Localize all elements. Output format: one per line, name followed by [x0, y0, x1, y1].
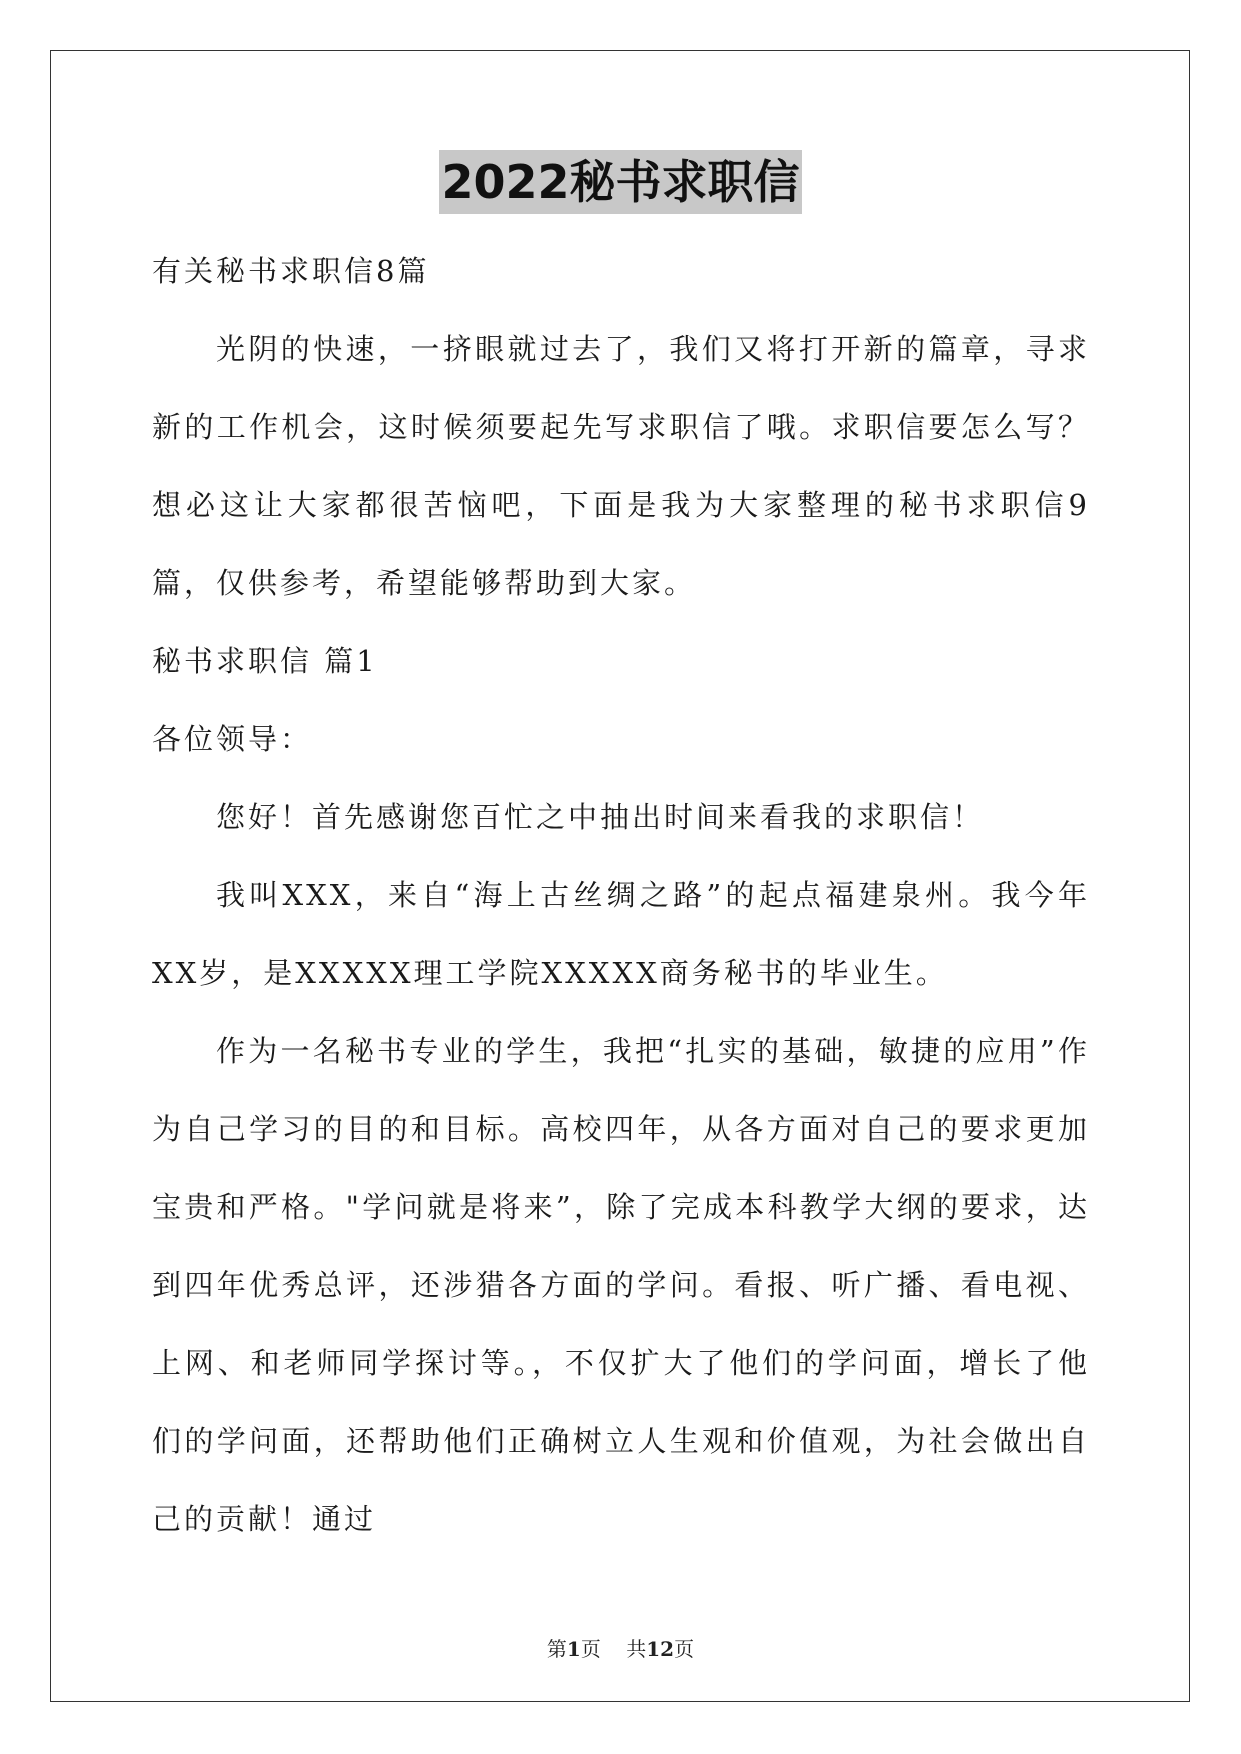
footer-total-suffix: 页: [674, 1637, 695, 1661]
paragraph: 作为一名秘书专业的学生，我把“扎实的基础，敏捷的应用”作为自己学习的目的和目标。高校四年，从各方面对自己的要求更加宝贵和严格。"学问就是将来”，除了完成本科教学大纲的要求，达到四年优秀总评，还涉猎各方面的学问。看报、听广播、看电视、上网、和老师同学探讨等。，不仅扩大了他们的学问面，增长了他们的学问面，还帮助他们正确树立人生观和价值观，为社会做出自己的贡献！通过: [152, 1034, 1090, 1536]
total-pages-number: 12: [646, 1637, 675, 1661]
paragraph: 各位领导：: [152, 722, 313, 756]
title-container: [0, 150, 1241, 214]
paragraph: 您好！首先感谢您百忙之中抽出时间来看我的求职信！: [216, 800, 985, 834]
page-footer: [0, 1633, 1241, 1662]
paragraph: 光阴的快速，一挤眼就过去了，我们又将打开新的篇章，寻求新的工作机会，这时候须要起先写求职信了哦。求职信要怎么写？想必这让大家都很苦恼吧，下面是我为大家整理的秘书求职信9篇，仅供参考，希望能够帮助到大家。: [152, 332, 1090, 600]
document-title: 2022秘书求职信: [439, 150, 801, 214]
paragraph: 秘书求职信 篇1: [152, 644, 378, 678]
document-body: [152, 232, 1090, 1558]
paragraph: 我叫XXX，来自“海上古丝绸之路”的起点福建泉州。我今年XX岁，是XXXXX理工学院XXXXX商务秘书的毕业生。: [152, 878, 1090, 990]
paragraph: 有关秘书求职信8篇: [152, 254, 430, 288]
footer-page-suffix: 页: [580, 1637, 601, 1661]
footer-total-prefix: 共: [626, 1637, 647, 1661]
current-page-number: 1: [566, 1637, 581, 1661]
footer-prefix: 第: [546, 1637, 567, 1661]
